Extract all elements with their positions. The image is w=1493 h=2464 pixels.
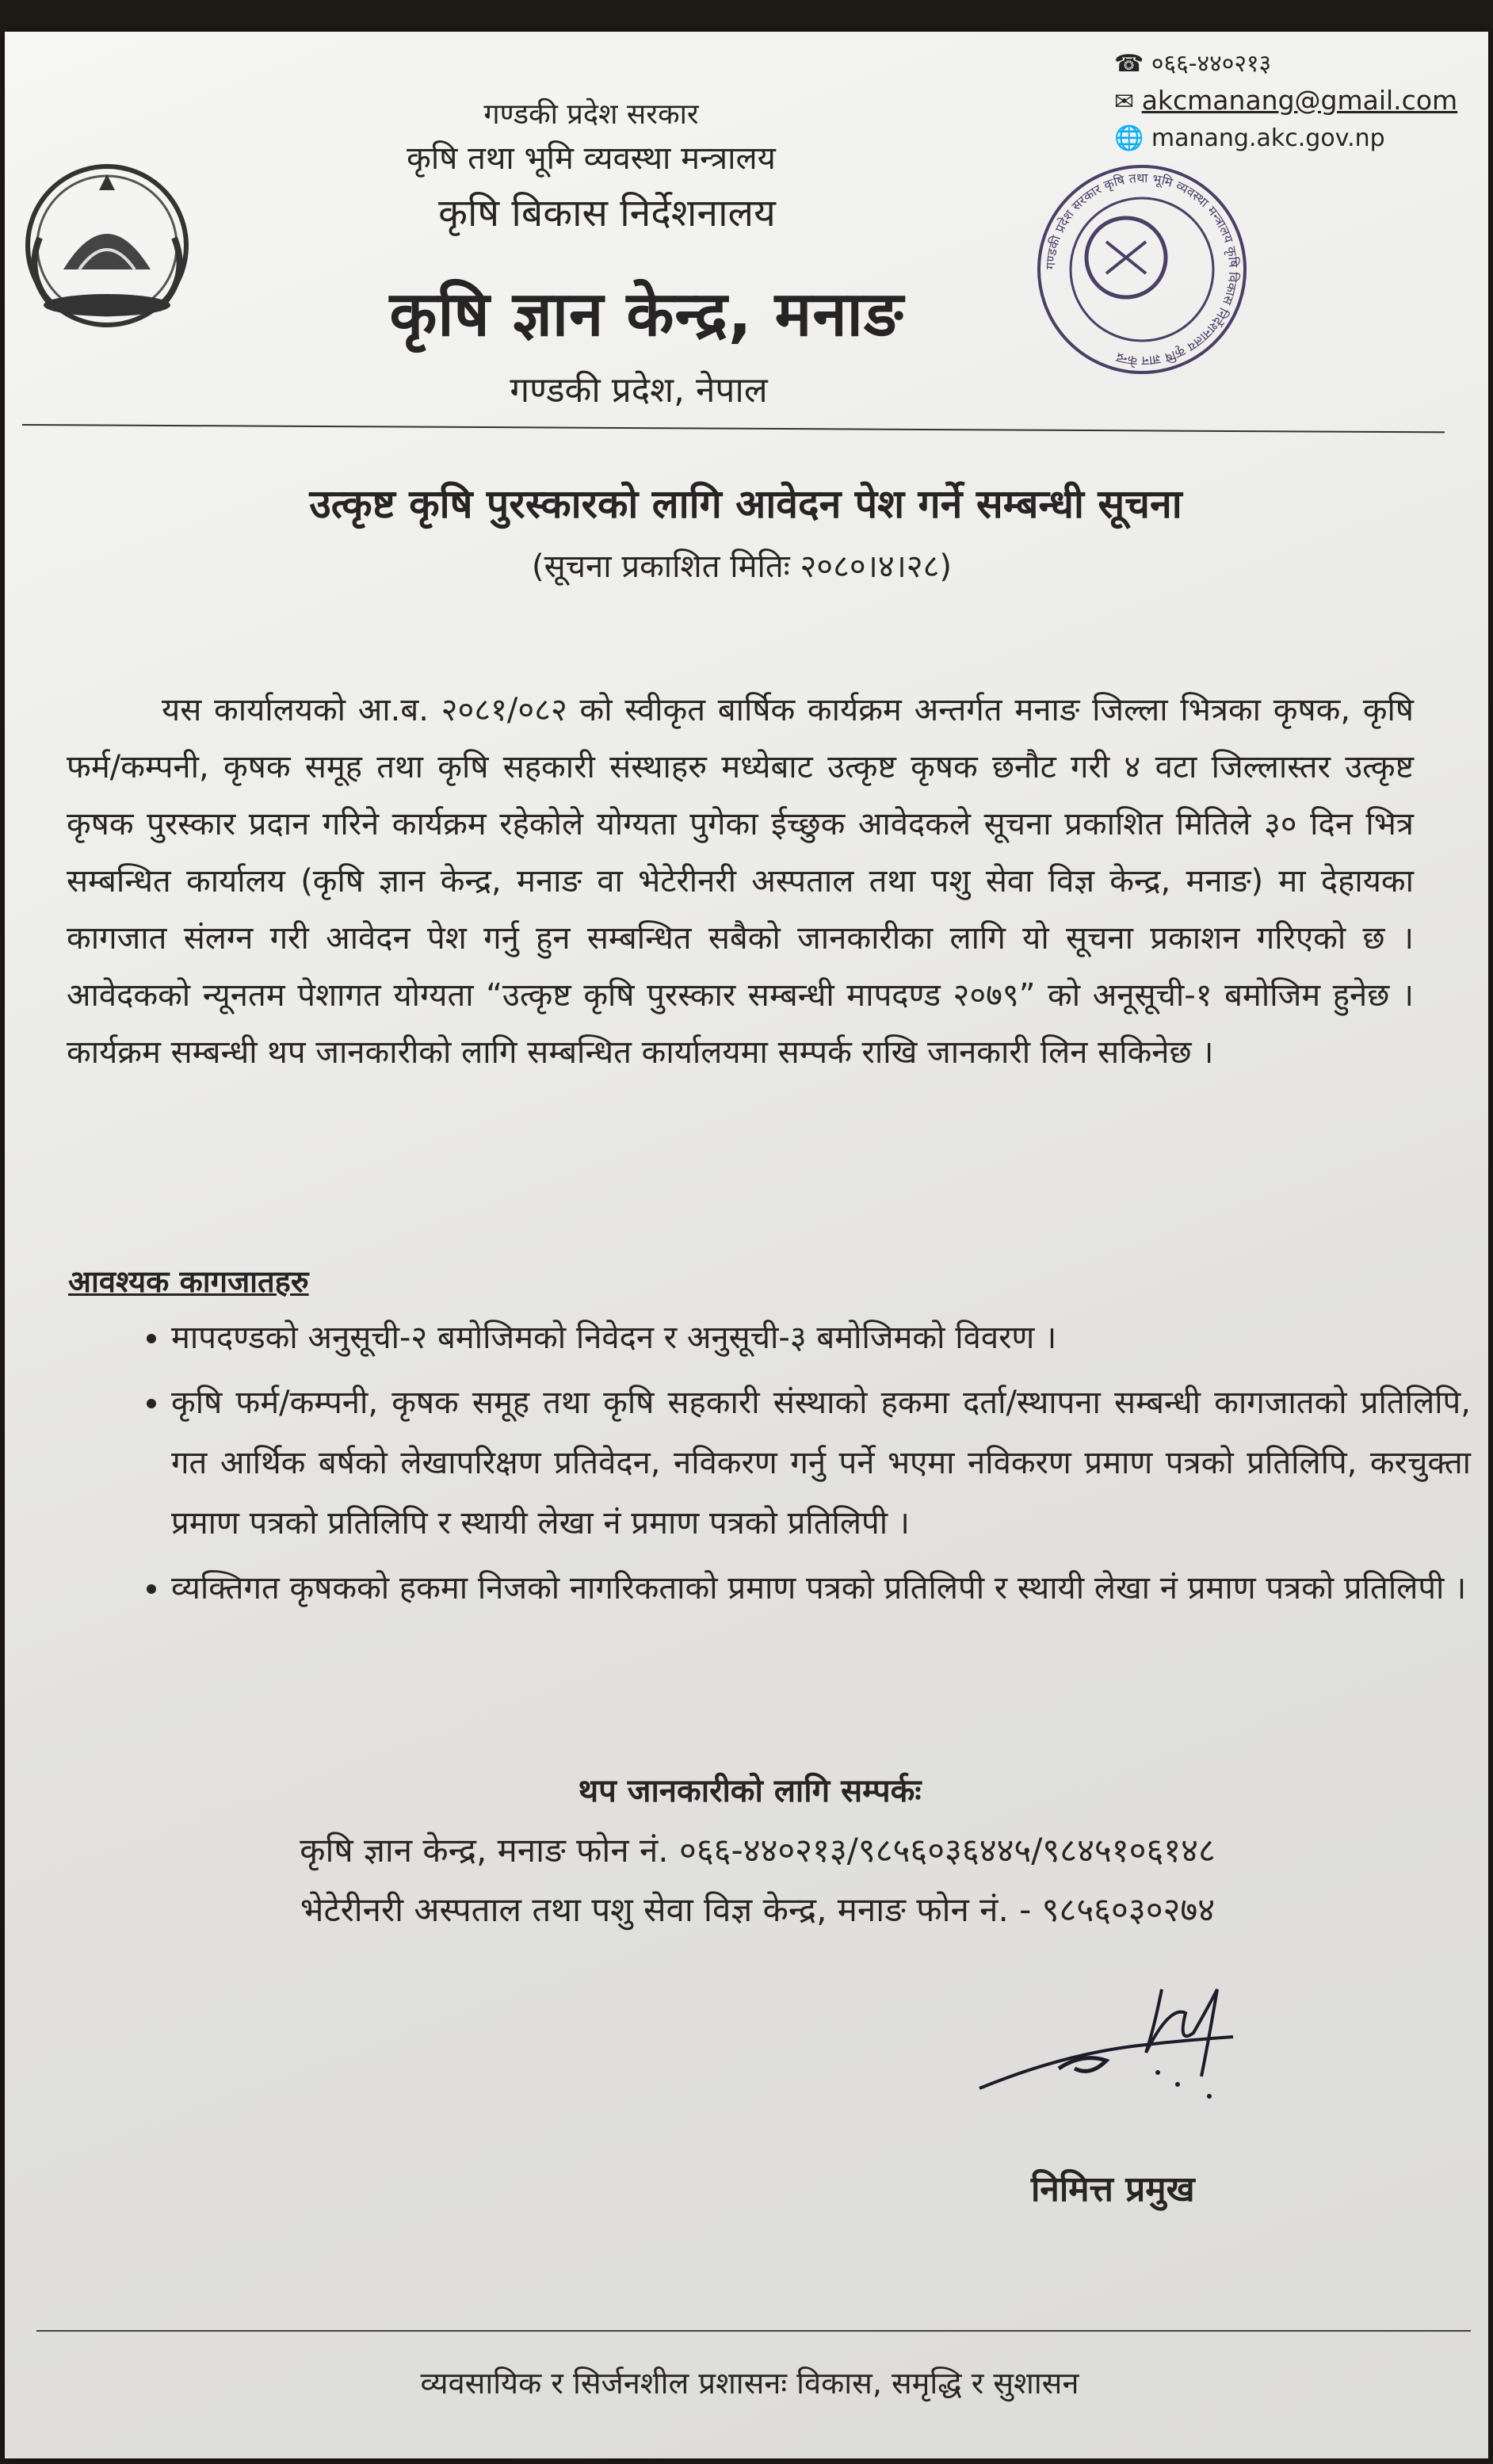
footer-divider [36, 2330, 1471, 2332]
notice-date: (सूचना प्रकाशित मितिः २०८०।४।२८) [532, 548, 952, 585]
globe-icon: 🌐 [1114, 124, 1144, 152]
website-row [1114, 120, 1463, 157]
government-name: गण्डकी प्रदेश सरकार [483, 98, 699, 131]
directorate-name: कृषि बिकास निर्देशनालय [438, 191, 776, 235]
office-stamp-icon [1027, 155, 1257, 384]
more-info-heading: थप जानकारीको लागि सम्पर्कः [578, 1773, 922, 1809]
notice-title: उत्कृष्ट कृषि पुरस्कारको लागि आवेदन पेश गर्ने सम्बन्धी सूचना [309, 481, 1182, 527]
header-divider [22, 424, 1445, 433]
notice-body: यस कार्यालयको आ.ब. २०८१/०८२ को स्वीकृत बार्षिक कार्यक्रम अन्तर्गत मनाङ जिल्ला भित्रका कृषक, कृषि फर्म/कम्पनी, कृषक समूह तथा कृषि सहकारी संस्थाहरु मध्येबाट उत्कृष्ट कृषक छनौट गरी ४ वटा जिल्लास्तर उत्कृष्ट कृषक पुरस्कार प्रदान गरिने कार्यक्रम रहेकोले योग्यता पुगेका ईच्छुक आवेदकले सूचना प्रकाशित मितिले ३० दिन भित्र सम्बन्धित कार्यालय (कृषि ज्ञान केन्द्र, मनाङ वा भेटेरीनरी अस्पताल तथा पशु सेवा विज्ञ केन्द्र, मनाङ) मा देहायका कागजात संलग्न गरी आवेदन पेश गर्नु हुन सम्बन्धित सबैको जानकारीका लागि यो सूचना प्रकाशन गरिएको छ । आवेदकको न्यूनतम पेशागत योग्यता “उत्कृष्ट कृषि पुरस्कार सम्बन्धी मापदण्ड २०७९” को अनूसूची-१ बमोजिम हुनेछ । कार्यक्रम सम्बन्धी थप जानकारीको लागि सम्बन्धित कार्यालयमा सम्पर्क राखि जानकारी लिन सकिनेछ । [67, 692, 1414, 1071]
website-link[interactable]: manang.akc.gov.np [1151, 124, 1385, 152]
phone-number: ०६६-४४०२१३ [1151, 50, 1272, 78]
email-link[interactable]: akcmanang@gmail.com [1141, 85, 1458, 116]
phone-icon: ☎ [1114, 50, 1144, 78]
list-item: • कृषि फर्म/कम्पनी, कृषक समूह तथा कृषि सहकारी संस्थाको हकमा दर्ता/स्थापना सम्बन्धी कागजातको प्रतिलिपि, गत आर्थिक बर्षको लेखापरिक्षण प्रतिवेदन, नविकरण गर्नु पर्ने भएमा नविकरण प्रमाण पत्रको प्रतिलिपि, करचुक्ता प्रमाण पत्रको प्रतिलिपि र स्थायी लेखा नं प्रमाण पत्रको प्रतिलिपी । [171, 1373, 1471, 1553]
notice-sheet [5, 32, 1488, 2458]
nepal-emblem-icon [16, 151, 198, 341]
documents-heading: आवश्यक कागजातहरु [68, 1264, 309, 1299]
contact-line-akc: कृषि ज्ञान केन्द्र, मनाङ फोन नं. ०६६-४४०२१३/९८५६०३६४४५/९८४५१०६१४८ [300, 1831, 1216, 1870]
email-row [1114, 82, 1463, 120]
contact-line-vet: भेटेरीनरी अस्पताल तथा पशु सेवा विज्ञ केन्द्र, मनाङ फोन नं. - ९८५६०३०२७४ [300, 1890, 1216, 1929]
ministry-name: कृषि तथा भूमि व्यवस्था मन्त्रालय [407, 140, 776, 177]
signature-icon [972, 1958, 1273, 2116]
documents-list [124, 1308, 1471, 1623]
office-address: गण्डकी प्रदेश, नेपाल [510, 370, 768, 411]
stamp-text: गण्डकी प्रदेश सरकार कृषि तथा भूमि व्यवस्था मन्त्रालय कृषि विकास निर्देशनालय कृषि ज्ञान केन्द्र [1042, 170, 1242, 369]
mail-icon: ✉ [1114, 88, 1135, 116]
list-item: • मापदण्डको अनुसूची-२ बमोजिमको निवेदन र अनुसूची-३ बमोजिमको विवरण । [171, 1308, 1471, 1368]
phone-row [1114, 46, 1463, 82]
footer-motto: व्यवसायिक र सिर्जनशील प्रशासनः विकास, समृद्धि र सुशासन [420, 2366, 1079, 2401]
list-item: • व्यक्तिगत कृषकको हकमा निजको नागरिकताको प्रमाण पत्रको प्रतिलिपी र स्थायी लेखा नं प्रमाण पत्रको प्रतिलिपी । [171, 1558, 1471, 1618]
signatory-title: निमित्त प्रमुख [1031, 2169, 1195, 2210]
contact-block [1114, 46, 1463, 157]
office-title: कृषि ज्ञान केन्द्र, मनाङ [389, 279, 904, 350]
